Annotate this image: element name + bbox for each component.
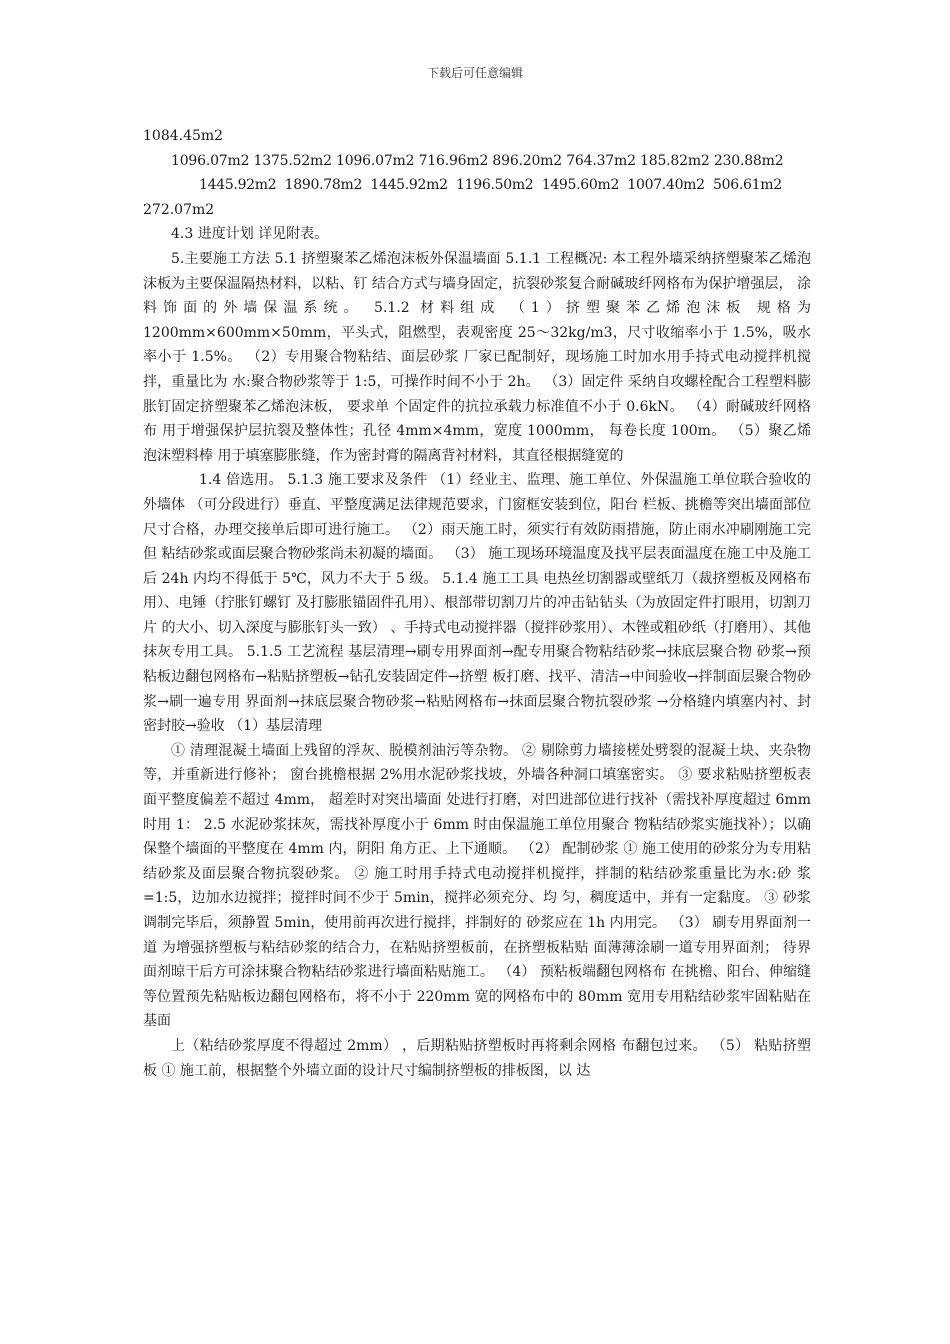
document-body (143, 124, 811, 1083)
area-line-3: 1445.92m2 1890.78m2 1445.92m2 1196.50m2 1495.60m2 1007.40m2 506.61m2 (199, 177, 782, 194)
paragraph-construction-requirements: 1.4 倍选用。 5.1.3 施工要求及条件 （1）经业主、监理、施工单位、外保温施工单位联合验收的外墙体 （可分段进行）垂直、平整度满足法律规范要求，门窗框安装到位，阳台 栏板、挑檐等突出墙面部位尺寸合格，办理交接单后即可进行施工。 （2）雨天施工时，须实行有效防雨措施，防止雨水冲刷刚施工完但 粘结砂浆或面层聚合物砂浆尚未初凝的墙面。 （3） 施工现场环境温度及找平层表面温度在施工中及施工后 24h 内均不得低于 5℃，风力不大于 5 级。 5.1.4 施工工具 电热丝切割器或壁纸刀（裁挤塑板及网格布用）、电锤（拧胀钉螺钉 及打膨胀锚固件孔用）、根部带切割刀片的冲击钻钻头（为放固定件打眼用，切割刀片 的大小、切入深度与膨胀钉头一致） 、手持式电动搅拌器（搅拌砂浆用）、木锉或粗砂纸（打磨用）、其他抹灰专用工具。 5.1.5 工艺流程 基层清理→刷专用界面剂→配专用聚合物粘结砂浆→抹底层聚合物 砂浆→预粘板边翻包网格布→粘贴挤塑板→钻孔安装固定件→挤塑 板打磨、找平、清洁→中间验收→拌制面层聚合物砂浆→刷一遍专用 界面剂→抹底层聚合物砂浆→粘贴网格布→抹面层聚合物抗裂砂浆 →分格缝内填塞内衬、封密封胶→验收 （1）基层清理 (143, 472, 811, 735)
schedule-line: 4.3 进度计划 详见附表。 (171, 226, 329, 243)
area-line-2: 1096.07m2 1375.52m2 1096.07m2 716.96m2 896.20m2 764.37m2 185.82m2 230.88m2 (171, 152, 784, 169)
paragraph-base-cleaning-steps: ① 清理混凝土墙面上残留的浮灰、脱模剂油污等杂物。 ② 剔除剪力墙接槎处劈裂的混凝土块、夹杂物等，并重新进行修补； 窗台挑檐根据 2%用水泥砂浆找坡，外墙各种洞口填塞密实。 ③ 要求粘贴挤塑板表面平整度偏差不超过 4mm， 超差时对突出墙面 处进行打磨，对凹进部位进行找补（需找补厚度超过 6mm 时用 1： 2.5 水泥砂浆抹灰，需找补厚度小于 6mm 时由保温施工单位用聚合 物粘结砂浆实施找补）；以确保整个墙面的平整度在 4mm 内，阴阳 角方正、上下通顺。 （2） 配制砂浆 ① 施工使用的砂浆分为专用粘结砂浆及面层聚合物抗裂砂浆。 ② 施工时用手持式电动搅拌机搅拌，拌制的粘结砂浆重量比为水:砂 浆=1:5，边加水边搅拌；搅拌时间不少于 5min，搅拌必须充分、均 匀，稠度适中，并有一定黏度。 ③ 砂浆调制完毕后，须静置 5min，使用前再次进行搅拌，拌制好的 砂浆应在 1h 内用完。 （3） 刷专用界面剂一道 为增强挤塑板与粘结砂浆的结合力，在粘贴挤塑板前，在挤塑板粘贴 面薄薄涂刷一道专用界面剂； 待界面剂晾干后方可涂抹聚合物粘结砂浆进行墙面粘贴施工。 （4） 预粘板端翻包网格布 在挑檐、阳台、伸缩缝等位置预先粘贴板边翻包网格布，将不小于 220mm 宽的网格布中的 80mm 宽用专用粘结砂浆牢固粘贴在基面 (143, 742, 811, 1030)
area-line-1: 1084.45m2 (143, 128, 224, 144)
paragraph-continued: 上（粘结砂浆厚度不得超过 2mm） ，后期粘贴挤塑板时再将剩余网格 布翻包过来。 （5） 粘贴挤塑板 ① 施工前，根据整个外墙立面的设计尺寸编制挤塑板的排板图，以 达 (143, 1037, 811, 1079)
paragraph-construction-method: 5.主要施工方法 5.1 挤塑聚苯乙烯泡沫板外保温墙面 5.1.1 工程概况: 本工程外墙采纳挤塑聚苯乙烯泡沫板为主要保温隔热材料，以粘、钉 结合方式与墙身固定，抗裂砂浆复合耐碱玻纤网格布为保护增强层， 涂料饰面的外墙保温系统。 5.1.2 材料组成 （1）挤塑聚苯乙烯泡沫板 规格为 1200mm×600mm×50mm，平头式，阻燃型，表观密度 25～32kg/m3，尺寸收缩率小于 1.5%，吸水率小于 1.5%。 （2）专用聚合物粘结、面层砂浆 厂家已配制好，现场施工时加水用手持式电动搅拌机搅拌，重量比为 水:聚合物砂浆等于 1:5，可操作时间不小于 2h。 （3）固定件 采纳自攻螺栓配合工程塑料膨胀钉固定挤塑聚苯乙烯泡沫板， 要求单 个固定件的抗拉承载力标准值不小于 0.6kN。 （4）耐碱玻纤网格布 用于增强保护层抗裂及整体性；孔径 4mm×4mm，宽度 1000mm， 每卷长度 100m。 （5）聚乙烯泡沫塑料棒 用于填塞膨胀缝，作为密封膏的隔离背衬材料，其直径根据缝宽的 (143, 250, 811, 464)
page-header-note: 下载后可任意编辑 (426, 66, 523, 80)
area-line-4: 272.07m2 (143, 201, 215, 218)
